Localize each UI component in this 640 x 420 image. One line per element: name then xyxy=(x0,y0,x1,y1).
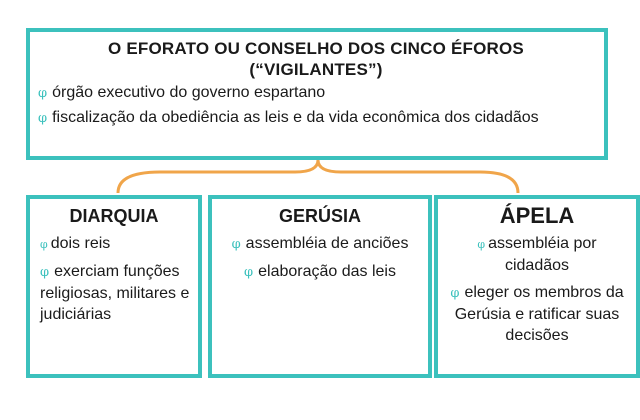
phi-bullet-icon: φ xyxy=(477,238,486,251)
eforato-item xyxy=(38,82,594,105)
eforato-title-line1: O EFORATO OU CONSELHO DOS CINCO ÉFOROS xyxy=(108,39,524,58)
phi-bullet-icon: φ xyxy=(40,238,48,251)
phi-bullet-icon: φ xyxy=(38,111,48,126)
apela-item-text: assembléia por cidadãos xyxy=(488,235,597,274)
eforato-item-text: fiscalização da obediência as leis e da vida econômica dos cidadãos xyxy=(52,109,539,126)
phi-bullet-icon: φ xyxy=(40,265,50,280)
diarquia-box xyxy=(26,195,202,378)
apela-item xyxy=(446,233,628,276)
apela-box xyxy=(434,195,640,378)
gerusia-box xyxy=(208,195,432,378)
gerusia-item xyxy=(220,261,420,283)
phi-bullet-icon: φ xyxy=(450,286,460,301)
diarquia-item-text: dois reis xyxy=(50,235,111,252)
diarquia-item xyxy=(38,261,190,325)
gerusia-item-text: elaboração das leis xyxy=(258,263,396,280)
eforato-title-line2: (“VIGILANTES”) xyxy=(249,60,383,79)
diarquia-title: DIARQUIA xyxy=(69,206,159,226)
phi-bullet-icon: φ xyxy=(231,237,241,252)
eforato-item-text: órgão executivo do governo espartano xyxy=(52,84,326,101)
eforato-item xyxy=(38,107,594,130)
apela-item xyxy=(446,282,628,346)
diarquia-item xyxy=(38,233,190,255)
gerusia-item-text: assembléia de anciões xyxy=(245,235,409,252)
apela-item-text: eleger os membros da Gerúsia e ratificar suas decisões xyxy=(454,284,624,344)
apela-title: ÁPELA xyxy=(499,203,575,228)
phi-bullet-icon: φ xyxy=(38,86,48,101)
eforato-box xyxy=(26,28,608,160)
gerusia-item xyxy=(220,233,420,255)
phi-bullet-icon: φ xyxy=(244,265,254,280)
eforato-title xyxy=(38,38,594,80)
diarquia-item-text: exerciam funções religiosas, militares e judiciárias xyxy=(40,263,190,323)
gerusia-title: GERÚSIA xyxy=(278,206,361,226)
